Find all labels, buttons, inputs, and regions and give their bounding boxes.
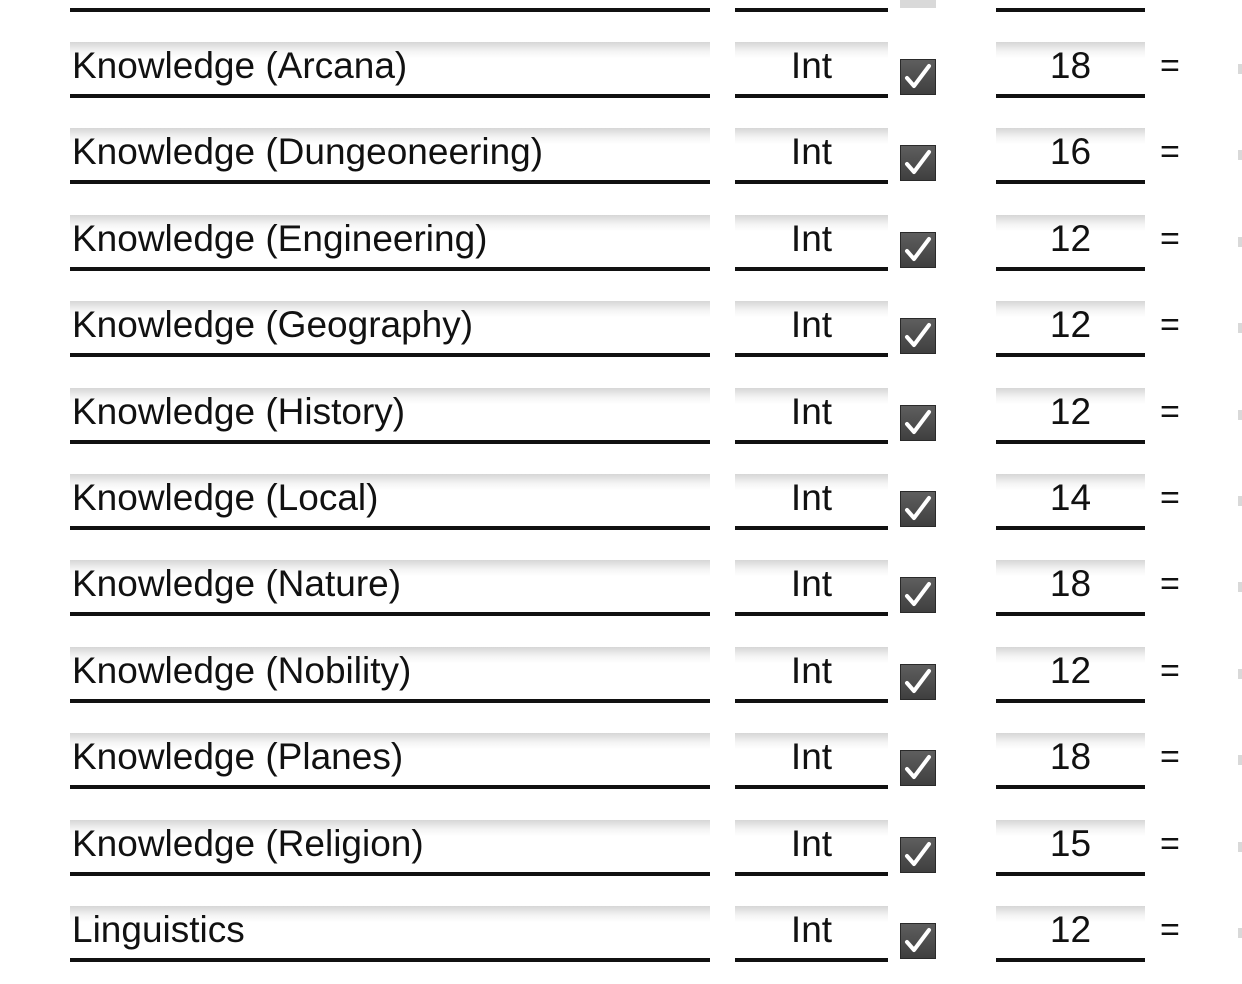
checkmark-icon [901,924,935,958]
skill-ability: Int [790,391,833,432]
skill-ability-field[interactable] [735,474,888,530]
skill-ability-field[interactable] [735,388,888,444]
skill-score: 12 [1049,218,1092,259]
skill-name: Knowledge (Arcana) [72,45,408,86]
checkmark-icon [901,319,935,353]
skill-name-field[interactable] [70,301,710,357]
skill-score: 12 [1049,909,1092,950]
class-skill-checkbox[interactable] [900,405,936,441]
checkmark-icon [901,665,935,699]
skill-ability: Int [790,823,833,864]
previous-checkbox-stub [900,0,936,8]
checkmark-icon [901,492,935,526]
equals-sign: = [1160,220,1180,258]
next-column-edge [1238,842,1242,852]
class-skill-checkbox[interactable] [900,923,936,959]
skill-score: 16 [1049,131,1092,172]
skill-score-field[interactable] [996,128,1145,184]
skill-ability-field[interactable] [735,906,888,962]
skill-name: Knowledge (Geography) [72,304,474,345]
skill-ability: Int [790,736,833,777]
skill-ability: Int [790,218,833,259]
skill-name-field[interactable] [70,647,710,703]
skill-name: Knowledge (Dungeoneering) [72,131,544,172]
skill-ability: Int [790,477,833,518]
equals-sign: = [1160,47,1180,85]
skill-ability-field[interactable] [735,42,888,98]
checkmark-icon [901,751,935,785]
skill-score-field[interactable] [996,301,1145,357]
skill-score: 18 [1049,45,1092,86]
skill-ability: Int [790,563,833,604]
skill-name-field[interactable] [70,733,710,789]
skill-name: Knowledge (Local) [72,477,379,518]
class-skill-checkbox[interactable] [900,491,936,527]
skill-ability: Int [790,131,833,172]
skill-ability-field[interactable] [735,733,888,789]
equals-sign: = [1160,479,1180,517]
skill-score-field[interactable] [996,215,1145,271]
skill-name-field[interactable] [70,128,710,184]
skill-ability-field[interactable] [735,301,888,357]
checkmark-icon [901,146,935,180]
skill-name-field[interactable] [70,820,710,876]
next-column-edge [1238,150,1242,160]
skill-ability: Int [790,650,833,691]
equals-sign: = [1160,652,1180,690]
next-column-edge [1238,582,1242,592]
skill-ability-field[interactable] [735,820,888,876]
equals-sign: = [1160,825,1180,863]
skill-score: 14 [1049,477,1092,518]
skill-score-field[interactable] [996,906,1145,962]
class-skill-checkbox[interactable] [900,145,936,181]
next-column-edge [1238,410,1242,420]
skill-name-field[interactable] [70,215,710,271]
equals-sign: = [1160,738,1180,776]
skill-score: 15 [1049,823,1092,864]
next-column-edge [1238,755,1242,765]
skill-ability: Int [790,45,833,86]
skill-score: 12 [1049,304,1092,345]
checkmark-icon [901,406,935,440]
class-skill-checkbox[interactable] [900,750,936,786]
next-column-edge [1238,237,1242,247]
skill-name: Knowledge (Religion) [72,823,424,864]
class-skill-checkbox[interactable] [900,664,936,700]
class-skill-checkbox[interactable] [900,837,936,873]
skill-ability: Int [790,304,833,345]
next-column-edge [1238,323,1242,333]
skill-name: Knowledge (History) [72,391,406,432]
skill-name: Knowledge (Engineering) [72,218,488,259]
skill-ability-field[interactable] [735,215,888,271]
skill-name: Knowledge (Nature) [72,563,402,604]
skill-score-field[interactable] [996,820,1145,876]
next-column-edge [1238,669,1242,679]
previous-skill-field-stub [70,0,710,12]
skill-name: Knowledge (Nobility) [72,650,412,691]
skill-score-field[interactable] [996,560,1145,616]
equals-sign: = [1160,133,1180,171]
equals-sign: = [1160,565,1180,603]
skill-score: 18 [1049,563,1092,604]
equals-sign: = [1160,911,1180,949]
equals-sign: = [1160,306,1180,344]
checkmark-icon [901,838,935,872]
checkmark-icon [901,60,935,94]
skill-score-field[interactable] [996,42,1145,98]
skill-score: 18 [1049,736,1092,777]
next-column-edge [1238,928,1242,938]
skill-name-field[interactable] [70,474,710,530]
checkmark-icon [901,233,935,267]
previous-ability-field-stub [735,0,888,12]
next-column-edge [1238,496,1242,506]
skill-name: Knowledge (Planes) [72,736,404,777]
class-skill-checkbox[interactable] [900,577,936,613]
skill-score: 12 [1049,650,1092,691]
class-skill-checkbox[interactable] [900,232,936,268]
checkmark-icon [901,578,935,612]
skill-score-field[interactable] [996,474,1145,530]
equals-sign: = [1160,393,1180,431]
skill-score: 12 [1049,391,1092,432]
skill-name-field[interactable] [70,388,710,444]
class-skill-checkbox[interactable] [900,59,936,95]
next-column-edge [1238,64,1242,74]
skill-name-field[interactable] [70,560,710,616]
skill-ability-field[interactable] [735,560,888,616]
skill-name-field[interactable] [70,906,710,962]
skill-ability: Int [790,909,833,950]
skill-score-field[interactable] [996,647,1145,703]
previous-score-field-stub [996,0,1145,12]
skill-name: Linguistics [72,909,245,950]
skill-ability-field[interactable] [735,647,888,703]
skill-score-field[interactable] [996,733,1145,789]
skill-ability-field[interactable] [735,128,888,184]
skill-name-field[interactable] [70,42,710,98]
skill-score-field[interactable] [996,388,1145,444]
class-skill-checkbox[interactable] [900,318,936,354]
